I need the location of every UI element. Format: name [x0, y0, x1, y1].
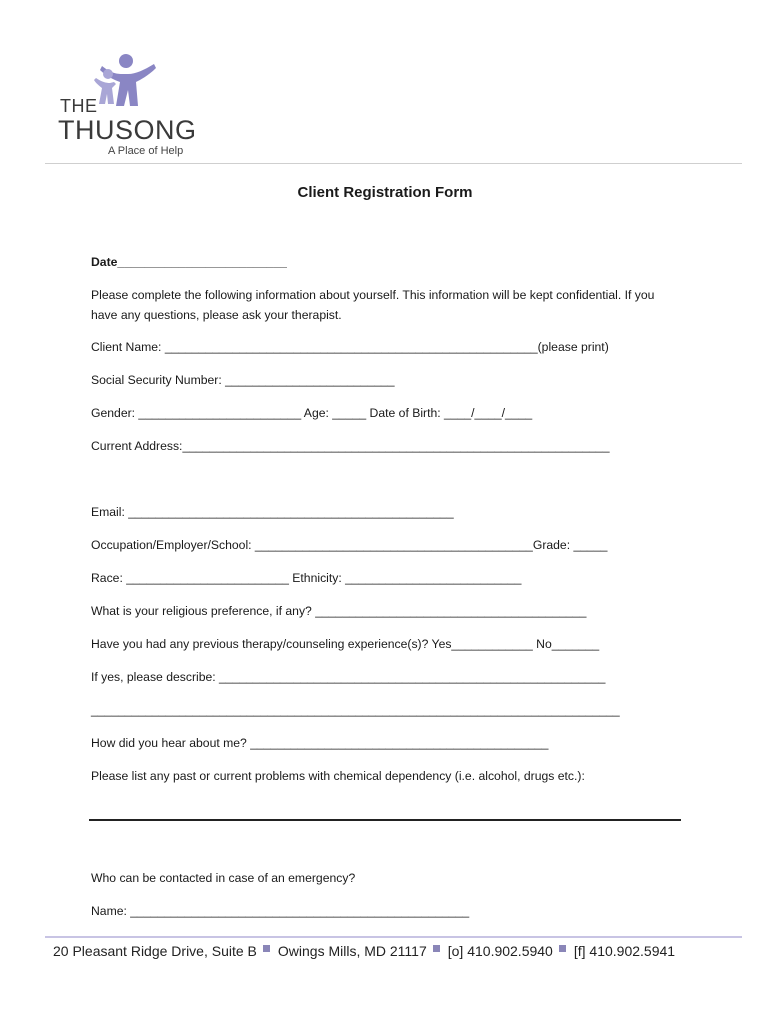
therapy-experience-field[interactable]: Have you had any previous therapy/counseling experience(s)? Yes____________ No_______	[91, 637, 600, 651]
ssn-field[interactable]: Social Security Number: _________________________	[91, 373, 395, 387]
gender-age-dob-field[interactable]: Gender: ________________________ Age: _____ Date of Birth: ____/____/____	[91, 406, 533, 420]
footer-address: 20 Pleasant Ridge Drive, Suite B	[53, 943, 257, 959]
therapy-description-field[interactable]: If yes, please describe: _________________________________________________________	[91, 670, 606, 684]
logo-name: THUSONG	[58, 115, 197, 145]
footer-contact	[53, 943, 675, 959]
footer-fax: [f] 410.902.5941	[573, 943, 676, 959]
chemical-dependency-answer-line[interactable]	[89, 819, 681, 821]
race-ethnicity-field[interactable]: Race: ________________________ Ethnicity: __________________________	[91, 571, 522, 585]
emergency-name-field[interactable]: Name: __________________________________________________	[91, 904, 470, 918]
footer-office-phone: [o] 410.902.5940	[447, 943, 553, 959]
chemical-dependency-prompt: Please list any past or current problems with chemical dependency (i.e. alcohol, drugs etc.):	[91, 769, 585, 783]
footer-city: Owings Mills, MD 21117	[277, 943, 427, 959]
intro-paragraph: Please complete the following information about yourself. This information will be kept confidential. If you have any questions, please ask your therapist.	[91, 288, 655, 322]
client-name-field[interactable]: Client Name: _______________________________________________________(please print)	[91, 340, 609, 354]
family-figure-icon	[88, 52, 168, 114]
emergency-contact-prompt: Who can be contacted in case of an emergency?	[91, 871, 356, 885]
form-title: Client Registration Form	[297, 184, 473, 201]
referral-field[interactable]: How did you hear about me? ____________________________________________	[91, 736, 549, 750]
email-field[interactable]: Email: ________________________________________________	[91, 505, 454, 519]
footer-divider	[45, 936, 742, 938]
religion-field[interactable]: What is your religious preference, if any? ________________________________________	[91, 604, 587, 618]
square-bullet-icon	[433, 945, 440, 952]
logo-the: THE	[60, 96, 98, 116]
therapy-description-extra-line[interactable]: ______________________________________________________________________________	[91, 703, 620, 717]
logo-tagline: A Place of Help	[108, 145, 184, 157]
header-divider	[45, 163, 742, 164]
date-field[interactable]: Date_________________________	[91, 255, 287, 269]
address-field[interactable]: Current Address:_______________________________________________________________	[91, 439, 610, 453]
square-bullet-icon	[263, 945, 270, 952]
square-bullet-icon	[559, 945, 566, 952]
thusong-logo	[58, 52, 198, 160]
occupation-field[interactable]: Occupation/Employer/School: _________________________________________Grade: _____	[91, 538, 608, 552]
